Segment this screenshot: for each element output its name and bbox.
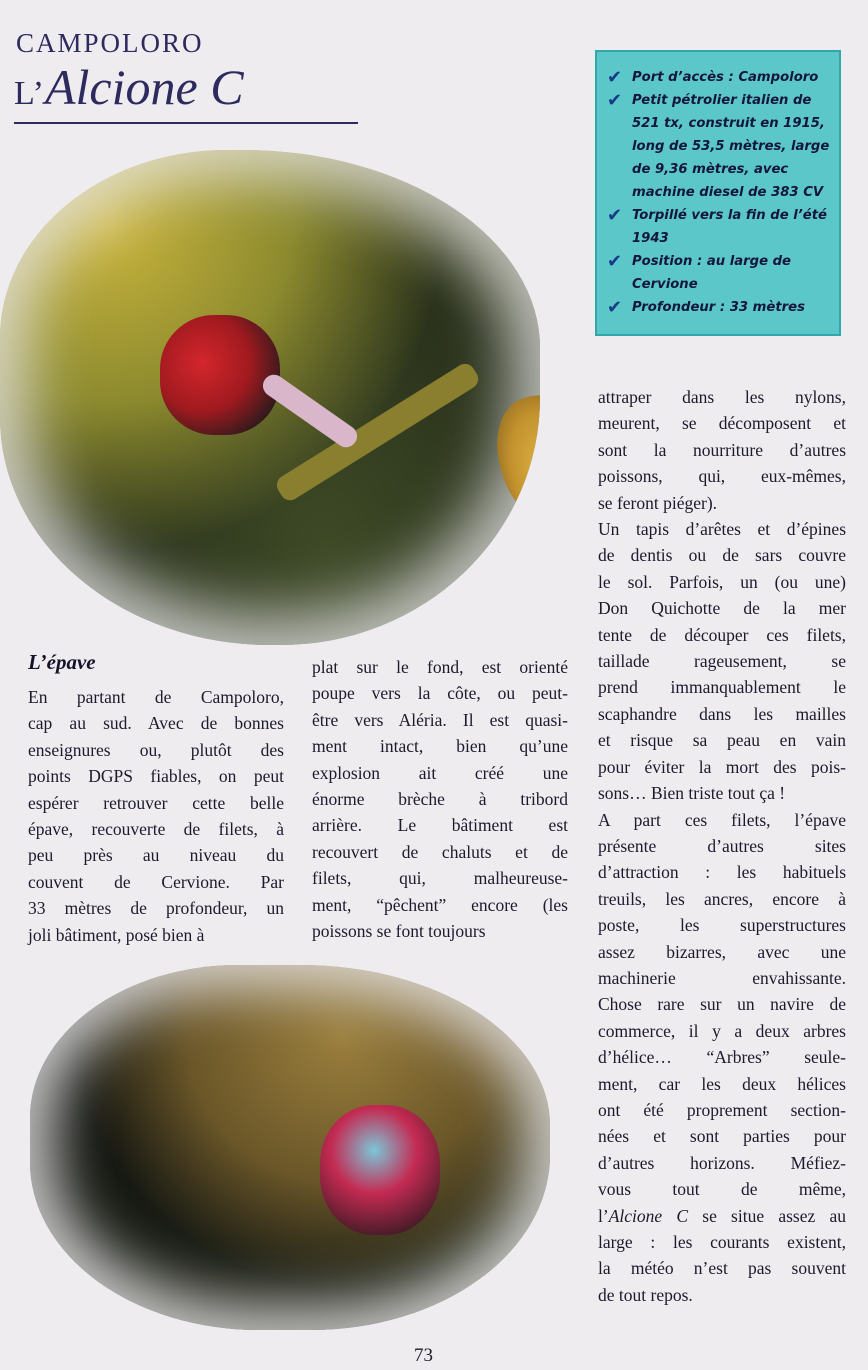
text-line: pour éviter la mort des pois- [598, 756, 846, 777]
text-line: d’autres horizons. Méfiez- [598, 1152, 846, 1173]
text-line: enseignures ou, plutôt des [28, 739, 284, 760]
fact-text: Port d’accès : Campoloro [632, 70, 819, 85]
fact-text: Position : au large de Cervione [632, 254, 791, 292]
region-heading: CAMPOLORO [16, 28, 204, 58]
text-line: espérer retrouver cette belle [28, 792, 284, 813]
text-line: d’hélice… “Arbres” seule- [598, 1047, 846, 1068]
fact-text: Petit pétrolier italien de 521 tx, construit en 1915, long de 53,5 mètres, large de 9,36 mètres, avec machine diesel de 383 CV [632, 93, 830, 200]
text-line: En partant de Campoloro, [28, 687, 284, 707]
text-line: large : les courants existent, [598, 1232, 846, 1252]
text-column-3 [598, 384, 846, 1308]
check-icon: ✔ [607, 251, 623, 272]
page-number: 73 [414, 1345, 433, 1366]
fact-item [607, 204, 831, 250]
text-line: tente de découper ces filets, [598, 624, 846, 645]
text-line: de tout repos. [598, 1284, 693, 1305]
fact-item [607, 89, 831, 204]
text-line: Chose rare sur un navire de [598, 994, 846, 1015]
fact-item [607, 296, 831, 319]
text-line: recouvert de chaluts et de [312, 841, 568, 862]
text-line: présente d’autres sites [598, 835, 846, 856]
text-line: ment intact, bien qu’une [312, 736, 568, 757]
photo-diver-shape [320, 1105, 440, 1235]
check-icon: ✔ [607, 205, 623, 226]
text-line: ont été proprement section- [598, 1099, 846, 1120]
text-line: poissons se font toujours [312, 921, 486, 942]
photo-spar-end-shape [485, 386, 540, 534]
photo-mast-shape [273, 360, 482, 504]
text-column-1 [28, 684, 284, 948]
title-article: L’ [14, 75, 45, 112]
text-line: et risque sa peau en vain [598, 730, 846, 751]
text-line: sons… Bien triste tout ça ! [598, 783, 786, 804]
text-line: couvent de Cervione. Par [28, 871, 284, 892]
text-line: de dentis ou de sars couvre [598, 545, 846, 566]
text-line: poste, les superstructures [598, 915, 846, 936]
check-icon: ✔ [607, 67, 623, 88]
text-line: la météo n’est pas souvent [598, 1258, 846, 1279]
text-line: plat sur le fond, est orienté [312, 657, 568, 677]
text-line: points DGPS fiables, on peut [28, 766, 284, 787]
text-line: d’attraction : les habituels [598, 862, 846, 883]
text-line: attraper dans les nylons, [598, 387, 846, 407]
text-line: assez bizarres, avec une [598, 941, 846, 962]
text-line: meurent, se décomposent et [598, 413, 846, 434]
text-line: prend immanquablement le [598, 677, 846, 698]
text-line: sont la nourriture d’autres [598, 439, 846, 460]
text-line: être vers Aléria. Il est quasi- [312, 709, 568, 730]
text-line: nées et sont parties pour [598, 1126, 846, 1147]
diver-wreck-photo-top [0, 150, 540, 645]
text-line: arrière. Le bâtiment est [312, 815, 568, 836]
fact-item [607, 66, 831, 89]
text-line: Un tapis d’arêtes et d’épines [598, 519, 846, 540]
text-line: A part ces filets, l’épave [598, 809, 846, 830]
fact-item [607, 250, 831, 296]
text-line: ment, car les deux hélices [598, 1073, 846, 1094]
text-line: treuils, les ancres, encore à [598, 888, 846, 909]
text-line: scaphandre dans les mailles [598, 703, 846, 724]
fact-text: Profondeur : 33 mètres [632, 300, 805, 315]
text-line: épave, recouverte de filets, à [28, 819, 284, 840]
text-line: poupe vers la côte, ou peut- [312, 683, 568, 704]
fact-text: Torpillé vers la fin de l’été 1943 [632, 208, 827, 246]
text-line: le sol. Parfois, un (ou une) [598, 571, 846, 592]
text-line: explosion ait créé une [312, 762, 568, 783]
section-heading: L’épave [28, 650, 96, 674]
text-line: cap au sud. Avec de bonnes [28, 713, 284, 734]
photo-diver-arm-shape [259, 370, 362, 451]
ship-name-inline: Alcione C [608, 1205, 689, 1226]
text-line: se feront piéger). [598, 492, 718, 513]
text-line: poissons, qui, eux-mêmes, [598, 466, 846, 487]
text-line: ment, “pêchent” encore (les [312, 894, 568, 915]
text-line: énorme brèche à tribord [312, 789, 568, 810]
page-title [14, 58, 244, 116]
text-line: taillade rageusement, se [598, 651, 846, 672]
title-name: Alcione C [44, 59, 244, 115]
fact-list [607, 66, 831, 319]
text-line: commerce, il y a deux arbres [598, 1020, 846, 1041]
check-icon: ✔ [607, 297, 623, 318]
text-line: l’Alcione C se situe assez au [598, 1205, 846, 1226]
text-line: 33 mètres de profondeur, un [28, 898, 284, 919]
text-line: machinerie envahissante. [598, 967, 846, 988]
check-icon: ✔ [607, 90, 623, 111]
fact-box [595, 50, 841, 336]
text-line: joli bâtiment, posé bien à [28, 924, 205, 945]
title-underline [14, 122, 358, 124]
text-line: filets, qui, malheureuse- [312, 868, 568, 889]
text-line: vous tout de même, [598, 1179, 846, 1200]
photo-diver-shape [160, 315, 280, 435]
text-column-2 [312, 654, 568, 944]
diver-wreck-photo-bottom [30, 965, 550, 1330]
text-line: peu près au niveau du [28, 845, 284, 866]
text-line: Don Quichotte de la mer [598, 598, 846, 619]
